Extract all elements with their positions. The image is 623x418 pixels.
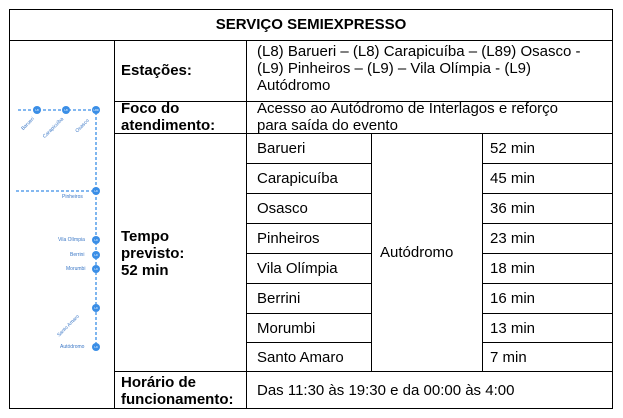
station-barueri: Barueri bbox=[257, 140, 306, 157]
station-santo-amaro: Santo Amaro bbox=[257, 349, 344, 366]
badge-pinheiros: L9 bbox=[94, 189, 98, 193]
badge-barueri: L8 bbox=[35, 108, 39, 112]
time-pinheiros: 23 min bbox=[490, 230, 536, 247]
foco-line-1: Acesso ao Autódromo de Interlagos e reforço bbox=[257, 100, 559, 117]
foco-line-2: para saída do evento bbox=[257, 117, 398, 134]
station-markers bbox=[33, 106, 100, 351]
horario-label bbox=[121, 374, 234, 408]
foco-label-line-1: Foco do bbox=[121, 100, 180, 117]
map-label-pinheiros: Pinheiros bbox=[62, 194, 83, 200]
badge-autodromo: L9 bbox=[94, 345, 98, 349]
map-label-osasco: Osasco bbox=[74, 117, 91, 135]
route-lines bbox=[16, 108, 99, 347]
horario-label-line-1: Horário de bbox=[121, 374, 197, 391]
tempo-label-line-2: previsto: bbox=[121, 245, 185, 262]
map-label-barueri: Barueri bbox=[20, 116, 36, 132]
destination: Autódromo bbox=[380, 244, 454, 261]
estacoes-line-1: (L8) Barueri – (L8) Carapicuíba – (L89) Osasco - bbox=[257, 43, 581, 60]
badge-berrini: L9 bbox=[94, 253, 98, 257]
estacoes-line-2: (L9) Pinheiros – (L9) – Vila Olímpia - (L9) bbox=[257, 60, 531, 77]
badge-vila-olimpia: L9 bbox=[94, 238, 98, 242]
map-label-carapicuiba: Carapicuíba bbox=[41, 116, 66, 140]
service-table bbox=[9, 9, 613, 409]
map-label-vila-olimpia: Vila Olímpia bbox=[58, 237, 85, 243]
foco-label bbox=[121, 100, 215, 134]
time-osasco: 36 min bbox=[490, 200, 536, 217]
estacoes-value bbox=[257, 43, 609, 94]
time-carapicuiba: 45 min bbox=[490, 170, 536, 187]
time-morumbi: 13 min bbox=[490, 320, 536, 337]
time-santo-amaro: 7 min bbox=[490, 349, 527, 366]
table-title: SERVIÇO SEMIEXPRESSO bbox=[10, 10, 612, 41]
tempo-label bbox=[121, 228, 184, 279]
time-vila-olimpia: 18 min bbox=[490, 260, 536, 277]
tempo-label-line-1: Tempo bbox=[121, 228, 170, 245]
badge-carapicuiba: L8 bbox=[64, 108, 68, 112]
estacoes-line-3: Autódromo bbox=[257, 77, 331, 94]
time-barueri: 52 min bbox=[490, 140, 536, 157]
foco-label-line-2: atendimento: bbox=[121, 117, 216, 134]
station-vila-olimpia: Vila Olímpia bbox=[257, 260, 338, 277]
station-osasco: Osasco bbox=[257, 200, 308, 217]
route-map-drawing bbox=[10, 41, 114, 409]
horario-label-line-2: funcionamento: bbox=[121, 391, 234, 408]
horario-value: Das 11:30 às 19:30 e da 00:00 às 4:00 bbox=[257, 382, 515, 399]
badge-morumbi: L9 bbox=[94, 267, 98, 271]
station-pinheiros: Pinheiros bbox=[257, 230, 320, 247]
badge-santo-amaro: L9 bbox=[94, 306, 98, 310]
time-berrini: 16 min bbox=[490, 290, 536, 307]
route-map bbox=[10, 41, 114, 409]
station-morumbi: Morumbi bbox=[257, 320, 316, 337]
estacoes-label: Estações: bbox=[121, 62, 192, 79]
map-label-autodromo: Autódromo bbox=[60, 344, 85, 350]
station-badges bbox=[35, 108, 99, 349]
map-label-santo-amaro: Santo Amaro bbox=[56, 313, 81, 339]
map-label-berrini: Berrini bbox=[70, 252, 85, 258]
map-label-morumbi: Morumbi bbox=[66, 266, 86, 272]
station-carapicuiba: Carapicuíba bbox=[257, 170, 338, 187]
station-berrini: Berrini bbox=[257, 290, 301, 307]
foco-value bbox=[257, 100, 609, 134]
badge-osasco: L89 bbox=[93, 108, 99, 112]
tempo-label-line-3: 52 min bbox=[121, 262, 169, 279]
